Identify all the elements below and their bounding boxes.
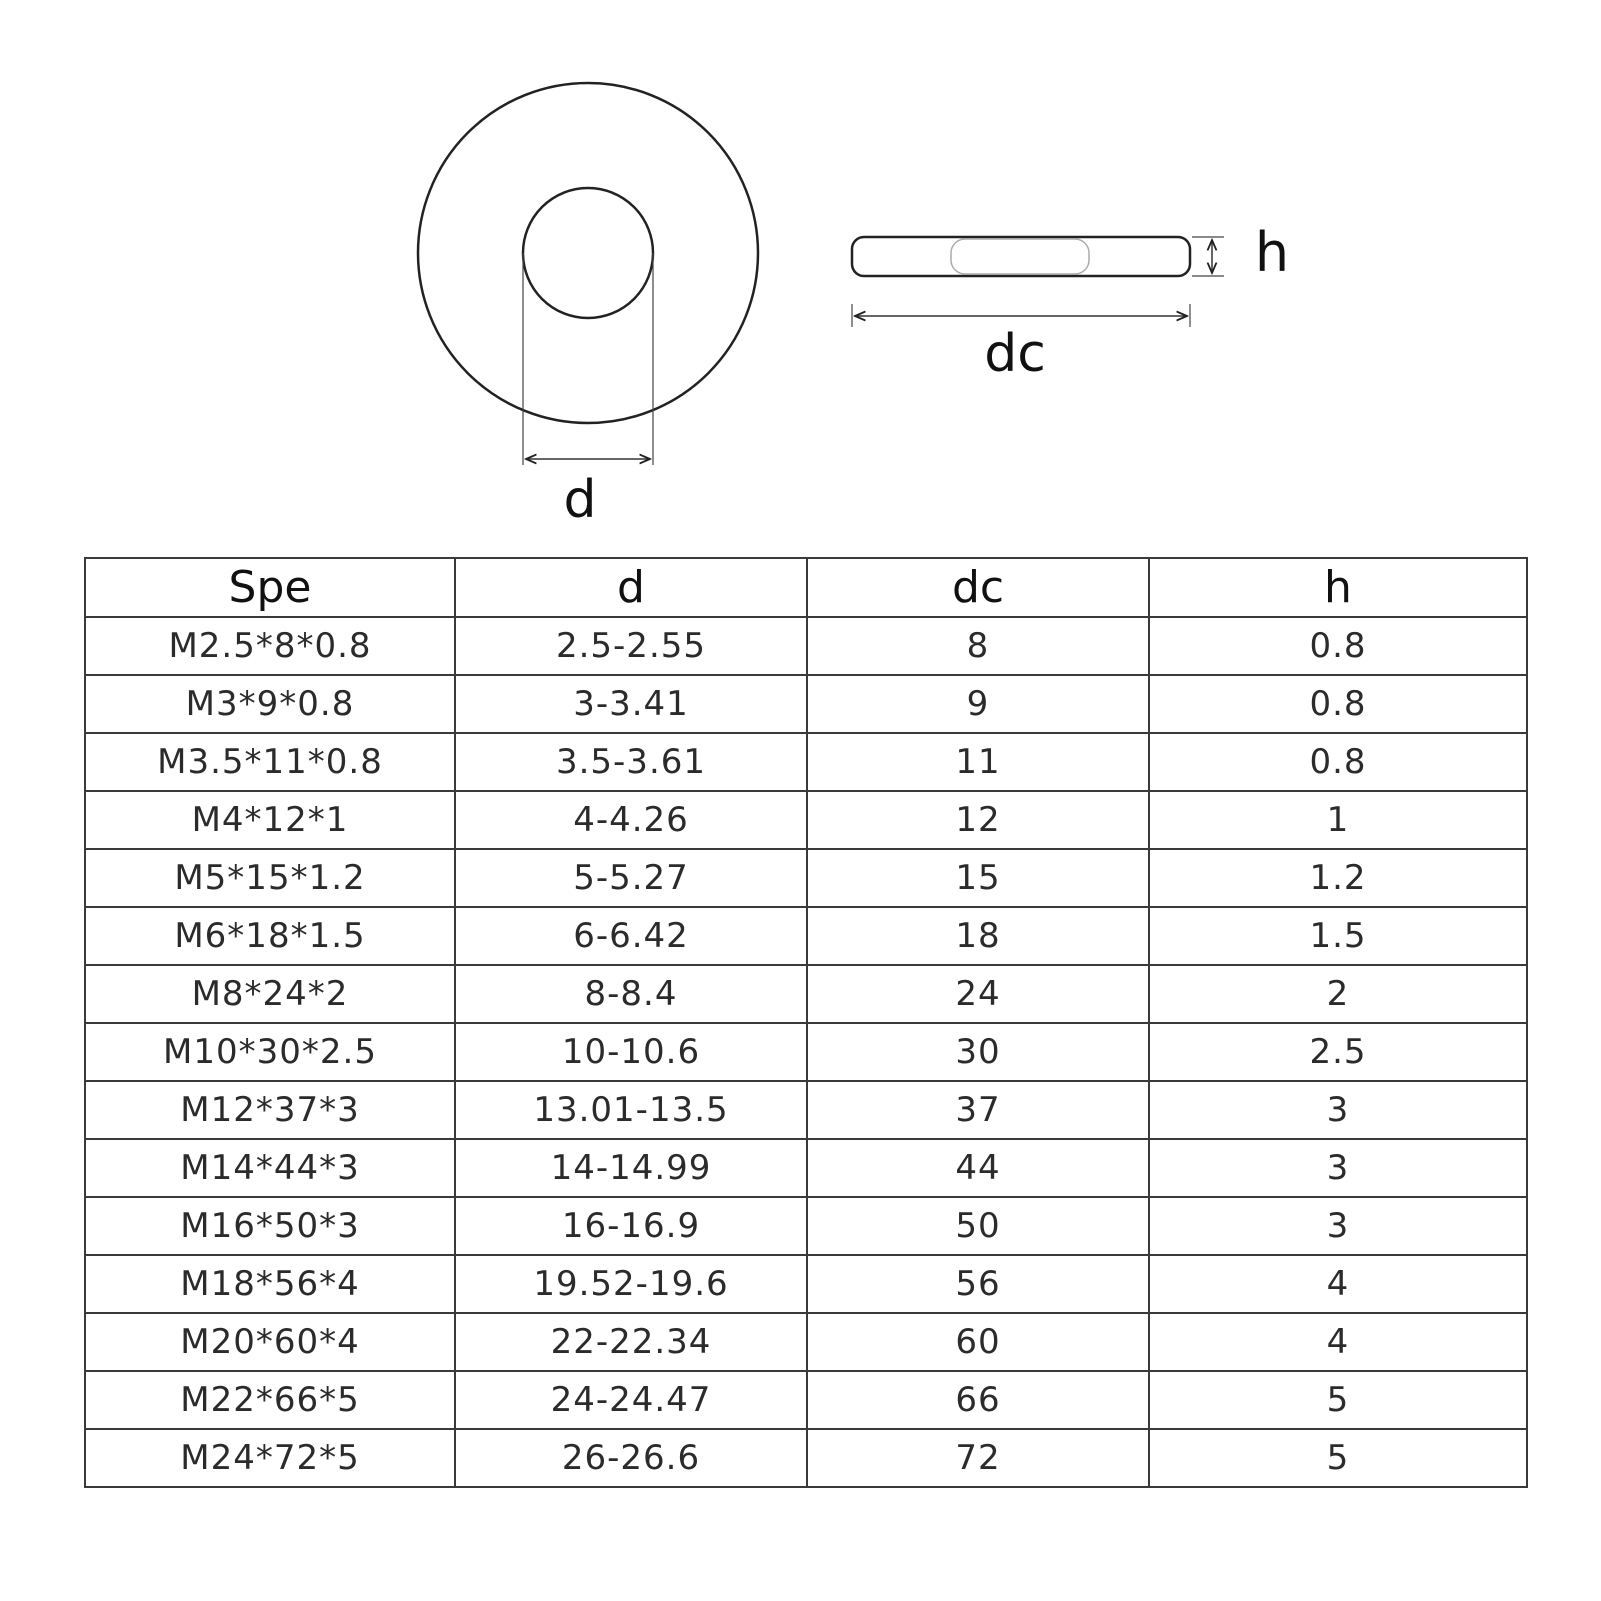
- cell-dc: 24: [807, 965, 1149, 1023]
- table-row: [85, 907, 1527, 965]
- cell-dc: 12: [807, 791, 1149, 849]
- cell-d: 14-14.99: [455, 1139, 807, 1197]
- table-row: [85, 1023, 1527, 1081]
- table-row: [85, 1139, 1527, 1197]
- cell-d: 16-16.9: [455, 1197, 807, 1255]
- h-label: h: [1254, 221, 1290, 284]
- cell-spec: M18*56*4: [85, 1255, 455, 1313]
- cell-dc: 18: [807, 907, 1149, 965]
- cell-spec: M3*9*0.8: [85, 675, 455, 733]
- cell-dc: 60: [807, 1313, 1149, 1371]
- cell-h: 4: [1149, 1255, 1527, 1313]
- cell-d: 3.5-3.61: [455, 733, 807, 791]
- cell-dc: 66: [807, 1371, 1149, 1429]
- cell-h: 2: [1149, 965, 1527, 1023]
- washer-hole-circle: [523, 188, 653, 318]
- table-row: [85, 1429, 1527, 1487]
- cell-dc: 8: [807, 617, 1149, 675]
- cell-h: 3: [1149, 1197, 1527, 1255]
- cell-h: 5: [1149, 1371, 1527, 1429]
- table-body: [85, 617, 1527, 1487]
- cell-dc: 72: [807, 1429, 1149, 1487]
- cell-spec: M2.5*8*0.8: [85, 617, 455, 675]
- cell-spec: M5*15*1.2: [85, 849, 455, 907]
- cell-h: 1: [1149, 791, 1527, 849]
- cell-dc: 56: [807, 1255, 1149, 1313]
- table-row: [85, 1371, 1527, 1429]
- cell-h: 3: [1149, 1139, 1527, 1197]
- cell-spec: M20*60*4: [85, 1313, 455, 1371]
- cell-spec: M6*18*1.5: [85, 907, 455, 965]
- cell-d: 6-6.42: [455, 907, 807, 965]
- d-label: d: [563, 470, 597, 530]
- washer-side-highlight: [951, 239, 1089, 274]
- cell-dc: 44: [807, 1139, 1149, 1197]
- cell-d: 3-3.41: [455, 675, 807, 733]
- cell-spec: M10*30*2.5: [85, 1023, 455, 1081]
- cell-d: 4-4.26: [455, 791, 807, 849]
- cell-h: 3: [1149, 1081, 1527, 1139]
- table-row: [85, 849, 1527, 907]
- cell-spec: M4*12*1: [85, 791, 455, 849]
- cell-dc: 9: [807, 675, 1149, 733]
- cell-d: 24-24.47: [455, 1371, 807, 1429]
- table-row: [85, 1197, 1527, 1255]
- cell-d: 10-10.6: [455, 1023, 807, 1081]
- cell-spec: M24*72*5: [85, 1429, 455, 1487]
- cell-h: 4: [1149, 1313, 1527, 1371]
- dc-label: dc: [984, 324, 1046, 384]
- table-row: [85, 791, 1527, 849]
- cell-spec: M16*50*3: [85, 1197, 455, 1255]
- cell-h: 1.2: [1149, 849, 1527, 907]
- header-h: h: [1149, 558, 1527, 617]
- cell-d: 22-22.34: [455, 1313, 807, 1371]
- table-row: [85, 675, 1527, 733]
- cell-dc: 15: [807, 849, 1149, 907]
- cell-spec: M8*24*2: [85, 965, 455, 1023]
- cell-h: 1.5: [1149, 907, 1527, 965]
- cell-d: 8-8.4: [455, 965, 807, 1023]
- table-row: [85, 1255, 1527, 1313]
- cell-d: 13.01-13.5: [455, 1081, 807, 1139]
- cell-d: 26-26.6: [455, 1429, 807, 1487]
- cell-h: 2.5: [1149, 1023, 1527, 1081]
- table-row: [85, 617, 1527, 675]
- cell-spec: M14*44*3: [85, 1139, 455, 1197]
- cell-d: 5-5.27: [455, 849, 807, 907]
- washer-spec-table: [84, 557, 1528, 1488]
- cell-h: 0.8: [1149, 733, 1527, 791]
- header-dc: dc: [807, 558, 1149, 617]
- cell-d: 2.5-2.55: [455, 617, 807, 675]
- cell-spec: M22*66*5: [85, 1371, 455, 1429]
- table-row: [85, 1081, 1527, 1139]
- cell-d: 19.52-19.6: [455, 1255, 807, 1313]
- cell-dc: 11: [807, 733, 1149, 791]
- cell-h: 5: [1149, 1429, 1527, 1487]
- cell-dc: 50: [807, 1197, 1149, 1255]
- cell-dc: 37: [807, 1081, 1149, 1139]
- washer-diagram: [0, 0, 1601, 540]
- cell-spec: M3.5*11*0.8: [85, 733, 455, 791]
- cell-dc: 30: [807, 1023, 1149, 1081]
- header-spe: Spe: [85, 558, 455, 617]
- table-row: [85, 733, 1527, 791]
- table-header-row: [85, 558, 1527, 617]
- table-row: [85, 965, 1527, 1023]
- table-row: [85, 1313, 1527, 1371]
- cell-spec: M12*37*3: [85, 1081, 455, 1139]
- cell-h: 0.8: [1149, 675, 1527, 733]
- header-d: d: [455, 558, 807, 617]
- cell-h: 0.8: [1149, 617, 1527, 675]
- washer-outer-circle: [418, 83, 758, 423]
- washer-side-profile: [852, 237, 1190, 276]
